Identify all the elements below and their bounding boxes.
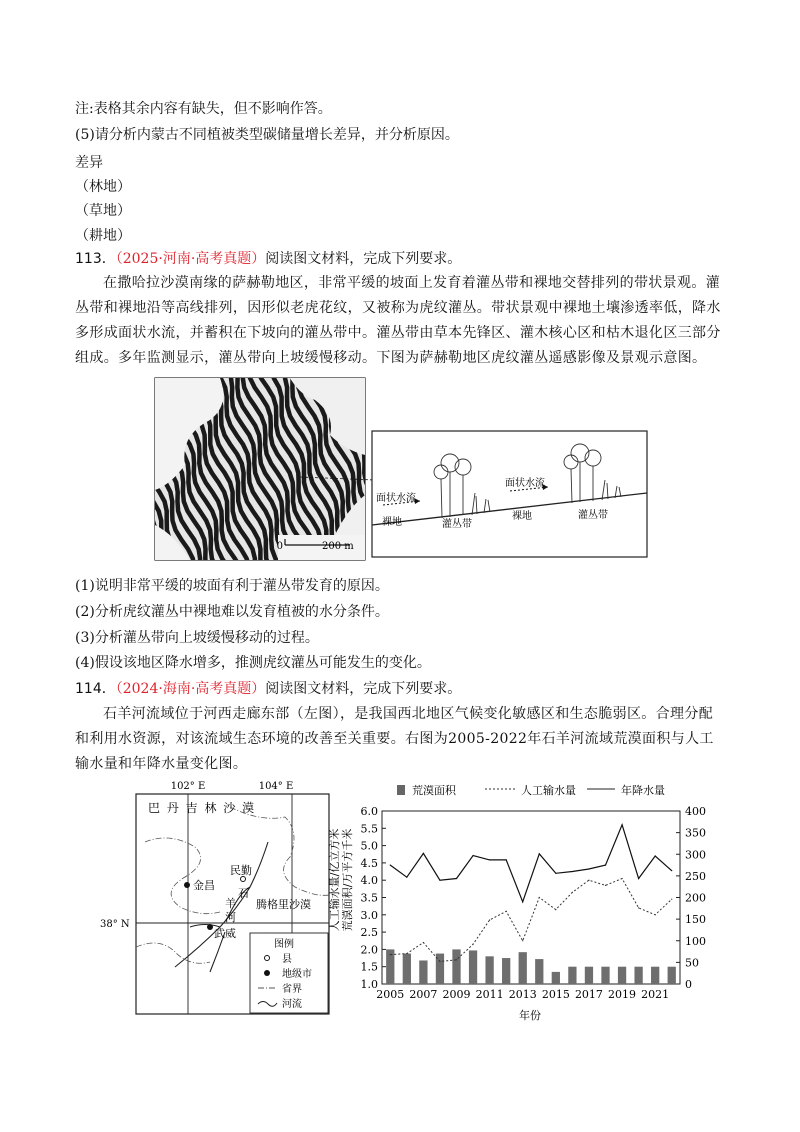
point-water-transfer-2007 [423, 942, 424, 943]
bar-desert-area-2016 [568, 967, 576, 984]
x-tick-label: 2009 [442, 988, 471, 1001]
q113-question-4: (4)假设该地区降水增多，推测虎纹灌丛可能发生的变化。 [75, 655, 431, 671]
point-precipitation-2021 [655, 855, 656, 856]
point-precipitation-2011 [489, 859, 490, 860]
point-precipitation-2016 [572, 871, 573, 872]
bar-desert-area-2010 [469, 950, 477, 984]
q113-question-1: (1)说明非常平缓的坡面有利于灌丛带发育的原因。 [75, 578, 389, 594]
legend-desert-swatch [397, 785, 405, 795]
diff-item-grass: （草地） [75, 203, 131, 219]
chart-legend [397, 783, 665, 797]
bar-desert-area-2017 [585, 967, 593, 984]
bar-desert-area-2019 [618, 967, 626, 984]
bar-desert-area-2007 [419, 960, 427, 984]
y-left-tick-label: 5.0 [360, 839, 378, 853]
x-tick-label: 2011 [475, 988, 504, 1001]
bar-desert-area-2014 [535, 959, 543, 984]
point-precipitation-2019 [621, 824, 622, 825]
bar-desert-area-2018 [601, 967, 609, 984]
label-bare-land-2: 裸地 [512, 511, 532, 522]
point-precipitation-2006 [406, 877, 407, 878]
point-water-transfer-2013 [522, 940, 523, 941]
tiger-bush-figure [150, 375, 650, 565]
y-left-tick-label: 2.0 [360, 943, 378, 957]
point-precipitation-2012 [506, 859, 507, 860]
q113-paragraph: 在撒哈拉沙漠南缘的萨赫勒地区，非常平缓的坡面上发育着灌丛带和裸地交替排列的带状景观。灌丛带和裸地沿等高线排列，因形似老虎花纹，又被称为虎纹灌丛。带状景观中裸地土壤渗透率低，降水多形成面状水流，并蓄积在下坡向的灌丛带中。灌丛带由草本先锋区、灌木核心区和枯木退化区三部分组成。多年监测显示，灌丛带向上坡缓慢移动。下图为萨赫勒地区虎纹灌丛遥感影像及景观示意图。 [75, 275, 721, 366]
point-water-transfer-2019 [621, 878, 622, 879]
point-water-transfer-2017 [588, 880, 589, 881]
point-precipitation-2020 [638, 878, 639, 879]
label-shrub-belt-1: 灌丛带 [442, 519, 472, 530]
q114-header [75, 678, 461, 698]
county-label-minqin: 民勤 [230, 864, 252, 877]
legend-county-symbol [265, 956, 270, 961]
y-left-tick-label: 1.0 [360, 978, 378, 991]
y-left-tick-label: 3.5 [360, 891, 378, 905]
legend-city-symbol [264, 970, 270, 976]
badain-jaran-desert-label: 巴 丹 吉 林 沙 漠 [148, 801, 256, 815]
lon-102-label: 102° E [170, 781, 206, 792]
point-precipitation-2008 [439, 880, 440, 881]
x-tick-label: 2007 [409, 988, 438, 1001]
diff-item-forest: （林地） [75, 179, 131, 195]
q113-number: 113． [75, 251, 116, 267]
bar-desert-area-2015 [552, 972, 560, 984]
legend-river-label: 河流 [282, 999, 302, 1010]
y-right-tick-label: 300 [685, 848, 706, 862]
x-tick-label: 2013 [508, 988, 537, 1001]
y-left-tick-label: 3.0 [360, 908, 378, 922]
y-right-tick-label: 0 [685, 978, 692, 991]
point-precipitation-2022 [671, 870, 672, 871]
legend-boundary-label: 省界 [282, 984, 302, 995]
q114-paragraph: 石羊河流域位于河西走廊东部（左图），是我国西北地区气候变化敏感区和生态脆弱区。合理分配和利用水资源，对该流域生态环境的改善至关重要。右图为2005-2022年石羊河流域荒漠面积与人工输水量和年降水量变化图。 [75, 706, 714, 772]
label-bare-land-1: 裸地 [382, 517, 402, 528]
y-axis-left-title-line1: 人工输水量/亿立方米 [328, 828, 341, 932]
diff-label: 差异 [75, 155, 103, 171]
bar-desert-area-2012 [502, 958, 510, 984]
y-right-tick-label: 350 [685, 826, 706, 840]
precipitation-series-line [390, 825, 671, 902]
q114-instruction: 阅读图文材料，完成下列要求。 [265, 681, 462, 697]
plot-area-frame [382, 811, 680, 984]
x-tick-label: 2005 [376, 988, 405, 1001]
point-water-transfer-2022 [671, 899, 672, 900]
q114-source: （2024·海南·高考真题） [115, 681, 266, 697]
bar-desert-area-2013 [519, 952, 527, 984]
point-water-transfer-2005 [390, 954, 391, 955]
diff-item-farm: （耕地） [75, 228, 131, 244]
point-water-transfer-2014 [539, 897, 540, 898]
point-precipitation-2014 [539, 853, 540, 854]
point-water-transfer-2010 [472, 944, 473, 945]
city-label-jinchang: 金昌 [193, 879, 215, 892]
table-note: 注:表格其余内容有缺失，但不影响作答。 [75, 101, 332, 117]
bar-desert-area-2011 [485, 956, 493, 984]
y-left-tick-label: 4.0 [360, 874, 378, 888]
point-precipitation-2010 [472, 855, 473, 856]
y-right-tick-label: 400 [685, 805, 706, 818]
x-axis-title: 年份 [519, 1009, 541, 1022]
bar-desert-area-2021 [651, 967, 659, 984]
question-5: (5)请分析内蒙古不同植被类型碳储量增长差异，并分析原因。 [75, 127, 459, 143]
point-precipitation-2017 [588, 868, 589, 869]
y-right-tick-label: 150 [685, 913, 706, 927]
x-tick-label: 2021 [641, 988, 670, 1001]
point-precipitation-2007 [423, 853, 424, 854]
river-label-char-3: 河 [225, 911, 236, 924]
y-left-tick-label: 4.5 [360, 856, 378, 870]
label-sheet-flow-2: 面状水流 [505, 478, 545, 489]
scale-zero: 0 [276, 541, 283, 552]
desert-water-chart [325, 777, 725, 1022]
y-left-tick-label: 6.0 [360, 805, 378, 818]
point-water-transfer-2016 [572, 892, 573, 893]
q113-source: （2025·河南·高考真题） [115, 251, 266, 267]
point-water-transfer-2015 [555, 909, 556, 910]
point-water-transfer-2011 [489, 919, 490, 920]
bar-desert-area-2020 [634, 967, 642, 984]
bar-desert-area-2022 [668, 967, 676, 984]
city-marker-jinchang [184, 882, 190, 888]
bar-desert-area-2009 [452, 949, 460, 984]
scale-label: 200 m [322, 541, 354, 552]
point-water-transfer-2018 [605, 885, 606, 886]
y-axis-left-title [327, 829, 354, 932]
q113-instruction: 阅读图文材料，完成下列要求。 [265, 251, 462, 267]
x-tick-label: 2017 [574, 988, 603, 1001]
river-label-char-1: 石 [238, 887, 249, 900]
x-tick-label: 2019 [608, 988, 637, 1001]
point-water-transfer-2021 [655, 914, 656, 915]
tengger-desert-label: 腾格里沙漠 [256, 898, 311, 911]
y-axis-left-title-line2: 荒漠面积/万平方千米 [341, 828, 354, 932]
legend-precip-label: 年降水量 [621, 784, 665, 797]
y-left-tick-label: 1.5 [360, 960, 378, 974]
q113-question-2: (2)分析虎纹灌丛中裸地难以发育植被的水分条件。 [75, 604, 389, 620]
point-precipitation-2013 [522, 901, 523, 902]
water-transfer-series-line [390, 879, 671, 962]
point-precipitation-2018 [605, 864, 606, 865]
legend-title: 图例 [274, 939, 294, 950]
point-precipitation-2005 [390, 864, 391, 865]
river-label-char-2: 羊 [225, 897, 236, 910]
city-marker-wuwei [207, 924, 213, 930]
bar-desert-area-2006 [403, 954, 411, 984]
point-precipitation-2015 [555, 873, 556, 874]
legend-water-label: 人工输水量 [521, 784, 576, 797]
x-tick-label: 2015 [541, 988, 570, 1001]
legend-county-label: 县 [282, 954, 292, 965]
y-left-tick-label: 5.5 [360, 822, 378, 836]
county-marker-minqin [241, 877, 246, 882]
y-right-tick-label: 200 [685, 891, 706, 905]
lon-104-label: 104° E [258, 781, 294, 792]
label-sheet-flow-1: 面状水流 [376, 493, 416, 504]
q114-number: 114． [75, 681, 116, 697]
point-water-transfer-2008 [439, 961, 440, 962]
lat-38-label: 38° N [100, 919, 130, 930]
point-water-transfer-2020 [638, 907, 639, 908]
point-water-transfer-2006 [406, 953, 407, 954]
label-shrub-belt-2: 灌丛带 [578, 510, 608, 521]
legend-city-label: 地级市 [282, 969, 312, 980]
y-left-tick-label: 2.5 [360, 926, 378, 940]
y-right-tick-label: 250 [685, 869, 706, 883]
point-water-transfer-2012 [506, 911, 507, 912]
y-right-tick-label: 50 [685, 956, 699, 970]
y-right-tick-label: 100 [685, 934, 706, 948]
point-precipitation-2009 [456, 878, 457, 879]
q113-header [75, 248, 461, 268]
q113-question-3: (3)分析灌丛带向上坡缓慢移动的过程。 [75, 630, 319, 646]
legend-desert-label: 荒漠面积 [412, 784, 456, 797]
city-label-wuwei: 武威 [214, 927, 236, 940]
point-water-transfer-2009 [456, 959, 457, 960]
